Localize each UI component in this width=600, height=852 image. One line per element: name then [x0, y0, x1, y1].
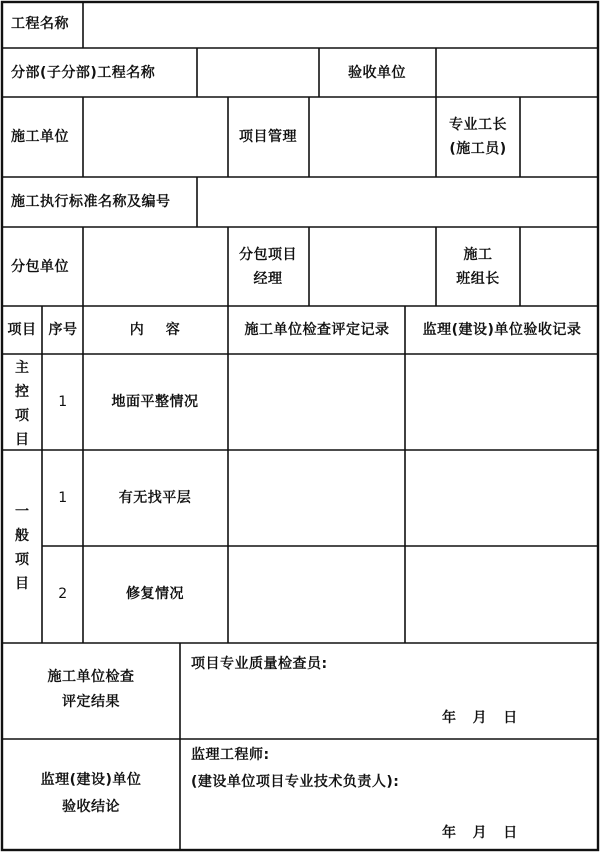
row-seq: 1: [58, 490, 68, 506]
project-name-label: 工程名称: [11, 16, 69, 32]
supervising-engineer-label: 监理工程师:: [191, 747, 270, 763]
row-seq: 1: [58, 394, 68, 410]
header-content: 内 容: [129, 322, 181, 338]
acceptance-conclusion-label: 监理(建设)单位: [40, 772, 142, 788]
team-leader-label-2: 班组长: [456, 271, 500, 287]
foreman-sub-label: (施工员): [449, 141, 507, 157]
conclusion-date: 年 月 日: [442, 825, 518, 841]
header-seq: 序号: [48, 322, 78, 338]
sub-pm-label-2: 经理: [253, 271, 283, 287]
foreman-label: 专业工长: [449, 117, 507, 133]
acceptance-unit-label: 验收单位: [348, 65, 406, 81]
inspection-result-label-2: 评定结果: [62, 694, 120, 710]
inspection-date: 年 月 日: [442, 710, 518, 726]
owner-representative-label: (建设单位项目专业技术负责人):: [191, 774, 400, 790]
row-seq: 2: [58, 586, 68, 602]
main-control-group-label: 主 控 项 目: [15, 360, 29, 448]
general-group-label: 一 般 项 目: [15, 504, 29, 592]
row-content: 地面平整情况: [111, 394, 199, 410]
row-content: 有无找平层: [118, 490, 192, 506]
row-content: 修复情况: [126, 586, 184, 602]
subcontractor-label: 分包单位: [11, 259, 69, 275]
sub-pm-label: 分包项目: [239, 247, 297, 263]
header-construction-record: 施工单位检查评定记录: [244, 322, 390, 338]
construction-unit-label: 施工单位: [11, 129, 69, 145]
inspection-result-label: 施工单位检查: [47, 669, 135, 685]
acceptance-conclusion-label-2: 验收结论: [62, 799, 120, 815]
team-leader-label: 施工: [463, 247, 493, 263]
header-supervision-record: 监理(建设)单位验收记录: [422, 322, 582, 338]
standard-name-label: 施工执行标准名称及编号: [11, 194, 171, 210]
project-management-label: 项目管理: [239, 129, 297, 145]
subproject-name-label: 分部(子分部)工程名称: [11, 65, 156, 81]
quality-inspector-label: 项目专业质量检查员:: [191, 656, 328, 672]
header-item: 项目: [7, 322, 37, 338]
